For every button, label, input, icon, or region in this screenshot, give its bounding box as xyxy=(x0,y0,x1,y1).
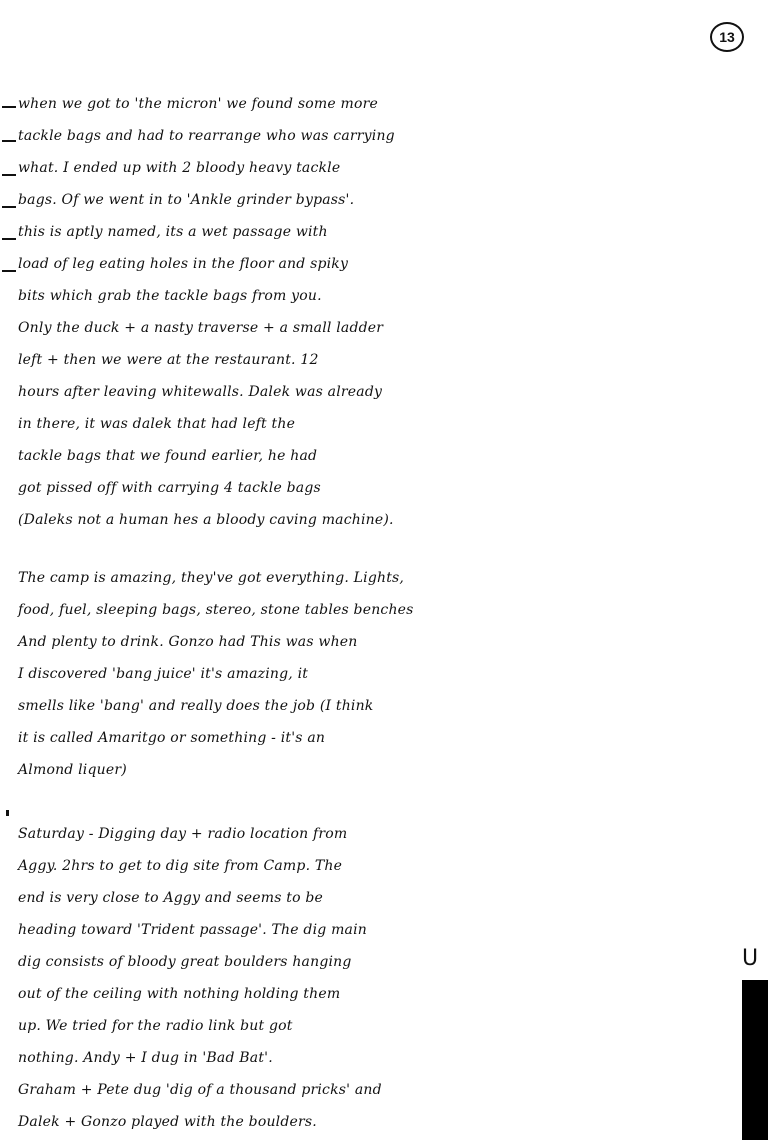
margin-dash xyxy=(2,270,16,272)
text-line: The camp is amazing, they've got everything. Lights, xyxy=(18,570,405,586)
margin-dash xyxy=(2,106,16,108)
text-line: when we got to 'the micron' we found some more xyxy=(18,96,378,112)
text-line: dig consists of bloody great boulders hanging xyxy=(18,954,352,970)
text-line: bags. Of we went in to 'Ankle grinder bypass'. xyxy=(18,192,355,208)
text-line: hours after leaving whitewalls. Dalek was already xyxy=(18,384,383,400)
margin-dash xyxy=(2,140,16,142)
edge-letter: U xyxy=(742,946,759,971)
margin-dash xyxy=(2,238,16,240)
text-line: Aggy. 2hrs to get to dig site from Camp. The xyxy=(18,858,343,874)
text-line: out of the ceiling with nothing holding them xyxy=(18,986,341,1002)
text-line: nothing. Andy + I dug in 'Bad Bat'. xyxy=(18,1050,273,1066)
page-number: 13 xyxy=(710,22,744,52)
text-line: load of leg eating holes in the floor and spiky xyxy=(18,256,349,272)
text-line: what. I ended up with 2 bloody heavy tackle xyxy=(18,160,341,176)
text-line: left + then we were at the restaurant. 12 xyxy=(18,352,319,368)
page-edge-tab xyxy=(742,980,768,1140)
text-line: Almond liquer) xyxy=(18,762,127,778)
text-line: I discovered 'bang juice' it's amazing, it xyxy=(18,666,309,682)
margin-dash xyxy=(2,174,16,176)
journal-paragraph-1 xyxy=(18,88,763,536)
text-line: food, fuel, sleeping bags, stereo, stone tables benches xyxy=(18,602,414,618)
text-line: Dalek + Gonzo played with the boulders. xyxy=(18,1114,317,1130)
journal-paragraph-2 xyxy=(18,562,763,786)
text-line: Graham + Pete dug 'dig of a thousand pricks' and xyxy=(18,1082,382,1098)
text-line: (Daleks not a human hes a bloody caving machine). xyxy=(18,512,394,528)
text-line: got pissed off with carrying 4 tackle bags xyxy=(18,480,321,496)
text-line: it is called Amaritgo or something - it's an xyxy=(18,730,326,746)
margin-dash xyxy=(2,206,16,208)
margin-tick xyxy=(6,810,9,816)
text-line: this is aptly named, its a wet passage with xyxy=(18,224,328,240)
text-line: in there, it was dalek that had left the xyxy=(18,416,296,432)
text-line: And plenty to drink. Gonzo had This was when xyxy=(18,634,358,650)
text-line: tackle bags that we found earlier, he had xyxy=(18,448,318,464)
text-line: smells like 'bang' and really does the job (I think xyxy=(18,698,374,714)
text-line: bits which grab the tackle bags from you. xyxy=(18,288,322,304)
journal-paragraph-3 xyxy=(18,818,763,1138)
text-line: up. We tried for the radio link but got xyxy=(18,1018,293,1034)
text-line: end is very close to Aggy and seems to be xyxy=(18,890,324,906)
text-line: tackle bags and had to rearrange who was carrying xyxy=(18,128,395,144)
text-line: Only the duck + a nasty traverse + a small ladder xyxy=(18,320,384,336)
text-line: heading toward 'Trident passage'. The dig main xyxy=(18,922,367,938)
text-line: Saturday - Digging day + radio location from xyxy=(18,826,348,842)
